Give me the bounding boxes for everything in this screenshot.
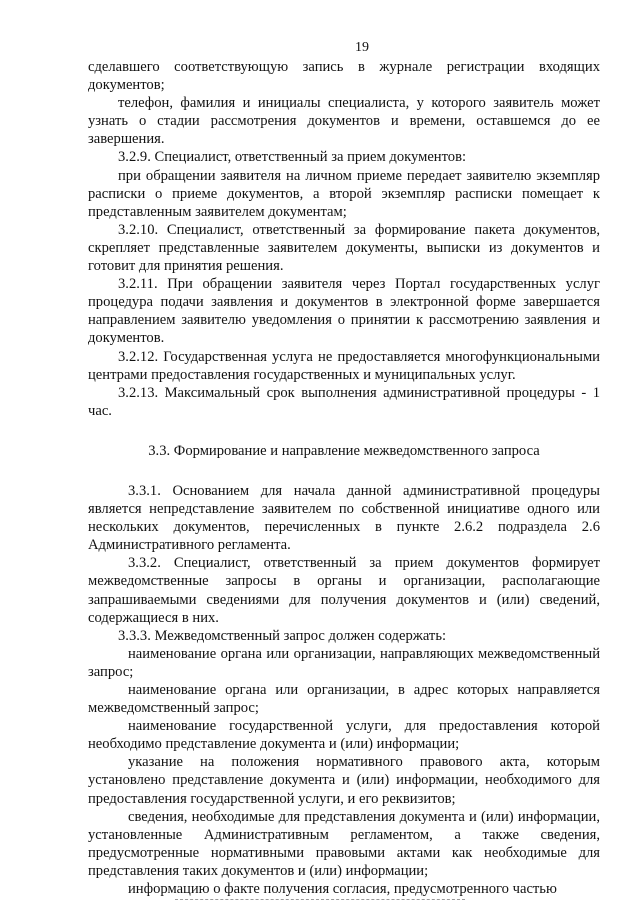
list-item: сведения, необходимые для представления документа и (или) информации, установленные Административным регламентом, а также сведения, предусмотренные нормативными правовыми актами как необходимые для представления таких документов и (или) информации; [88,808,600,879]
section-3-2-11: 3.2.11. При обращении заявителя через Портал государственных услуг процедура подачи заявления и документов в электронной форме завершается направлением заявителю уведомления о принятии к рассмотрению заявления и документов. [88,276,600,347]
section-heading: 3.3. Формирование и направление межведомственного запроса [148,442,540,459]
list-item: информацию о факте получения согласия, предусмотренного частью [128,881,557,898]
section-3-2-12: 3.2.12. Государственная услуга не предоставляется многофункциональными центрами предоставления государственных и муниципальных услуг. [88,348,600,383]
page-number: 19 [355,40,369,55]
section-3-2-10: 3.2.10. Специалист, ответственный за формирование пакета документов, скрепляет представленные заявителем документы, выписки из документов и готовит для принятия решения. [88,221,600,275]
list-item: наименование органа или организации, направляющих межведомственный запрос; [88,645,600,680]
paragraph: телефон, фамилия и инициалы специалиста, у которого заявитель может узнать о стадии рассмотрения документов и времени, оставшемся до ее завершения. [88,95,600,148]
list-item: указание на положения нормативного правового акта, которым установлено представление документа и (или) информации, необходимого для предоставления государственной услуги, и его реквизитов; [88,754,600,807]
list-item: наименование государственной услуги, для предоставления которой необходимо представление документа и (или) информации; [88,718,600,753]
scan-artifact-line [175,899,465,901]
section-3-3-2: 3.3.2. Специалист, ответственный за прием документов формирует межведомственные запросы в органы и организации, располагающие запрашиваемыми сведениями для получения документов и (или) сведений, содержащиеся в них. [88,555,600,626]
section-3-2-13: 3.2.13. Максимальный срок выполнения административной процедуры - 1 час. [88,384,600,419]
section-3-3-3: 3.3.3. Межведомственный запрос должен содержать: [118,627,447,644]
section-3-3-1: 3.3.1. Основанием для начала данной административной процедуры является непредставление заявителем по собственной инициативе одного или нескольких документов, перечисленных в пункте 2.6.2 подраздела 2.6 Административного регламента. [88,482,600,554]
paragraph: сделавшего соответствующую запись в журнале регистрации входящих документов; [88,59,600,94]
paragraph: при обращении заявителя на личном приеме передает заявителю экземпляр расписки о приеме документов, а второй экземпляр расписки помещает к представленным заявителем документам; [88,167,600,220]
list-item: наименование органа или организации, в адрес которых направляется межведомственный запрос; [88,682,600,717]
section-3-2-9: 3.2.9. Специалист, ответственный за прием документов: [118,149,467,166]
document-body [88,58,600,898]
